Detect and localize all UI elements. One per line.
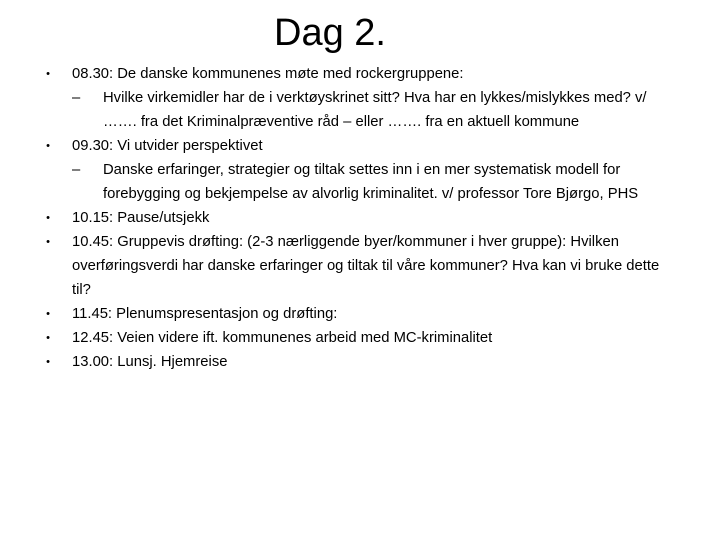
agenda-item-text: 10.15: Pause/utsjekk	[72, 210, 210, 226]
agenda-item-text: 13.00: Lunsj. Hjemreise	[72, 354, 228, 370]
bullet-icon: •	[46, 332, 50, 344]
bullet-icon: •	[46, 68, 50, 80]
dash-icon: –	[72, 162, 81, 178]
agenda-sub-item	[72, 158, 680, 206]
agenda-item-1045	[40, 230, 680, 302]
slide-title: Dag 2.	[274, 12, 386, 54]
agenda-list	[40, 62, 680, 374]
agenda-item-0830	[40, 62, 680, 134]
agenda-item-1015	[40, 206, 680, 230]
agenda-item-1145	[40, 302, 680, 326]
agenda-item-0930	[40, 134, 680, 206]
bullet-icon: •	[46, 356, 50, 368]
agenda-item-text: 11.45: Plenumspresentasjon og drøfting:	[72, 306, 338, 322]
bullet-icon: •	[46, 140, 50, 152]
agenda-item-1245	[40, 326, 680, 350]
agenda-item-text: 10.45: Gruppevis drøfting: (2-3 nærliggende byer/kommuner i hver gruppe): Hvilken overføringsverdi har danske erfaringer og tiltak til våre kommuner? Hva kan vi bruke dette til?	[72, 234, 660, 298]
agenda-sub-item-text: Danske erfaringer, strategier og tiltak settes inn i en mer systematisk modell for forebygging og bekjempelse av alvorlig kriminalitet. v/ professor Tore Bjørgo, PHS	[103, 162, 639, 202]
bullet-icon: •	[46, 236, 50, 248]
agenda-item-1300	[40, 350, 680, 374]
agenda-sub-item-text: Hvilke virkemidler har de i verktøyskrinet sitt? Hva har en lykkes/mislykkes med? v/ ……. fra det Kriminalpræventive råd – eller ……. fra en aktuell kommune	[103, 90, 647, 130]
agenda-sub-item	[72, 86, 680, 134]
dash-icon: –	[72, 90, 81, 106]
agenda-item-text: 08.30: De danske kommunenes møte med rockergruppene:	[72, 66, 464, 82]
bullet-icon: •	[46, 212, 50, 224]
agenda-item-text: 09.30: Vi utvider perspektivet	[72, 138, 263, 154]
agenda-item-text: 12.45: Veien videre ift. kommunenes arbeid med MC-kriminalitet	[72, 330, 493, 346]
bullet-icon: •	[46, 308, 50, 320]
